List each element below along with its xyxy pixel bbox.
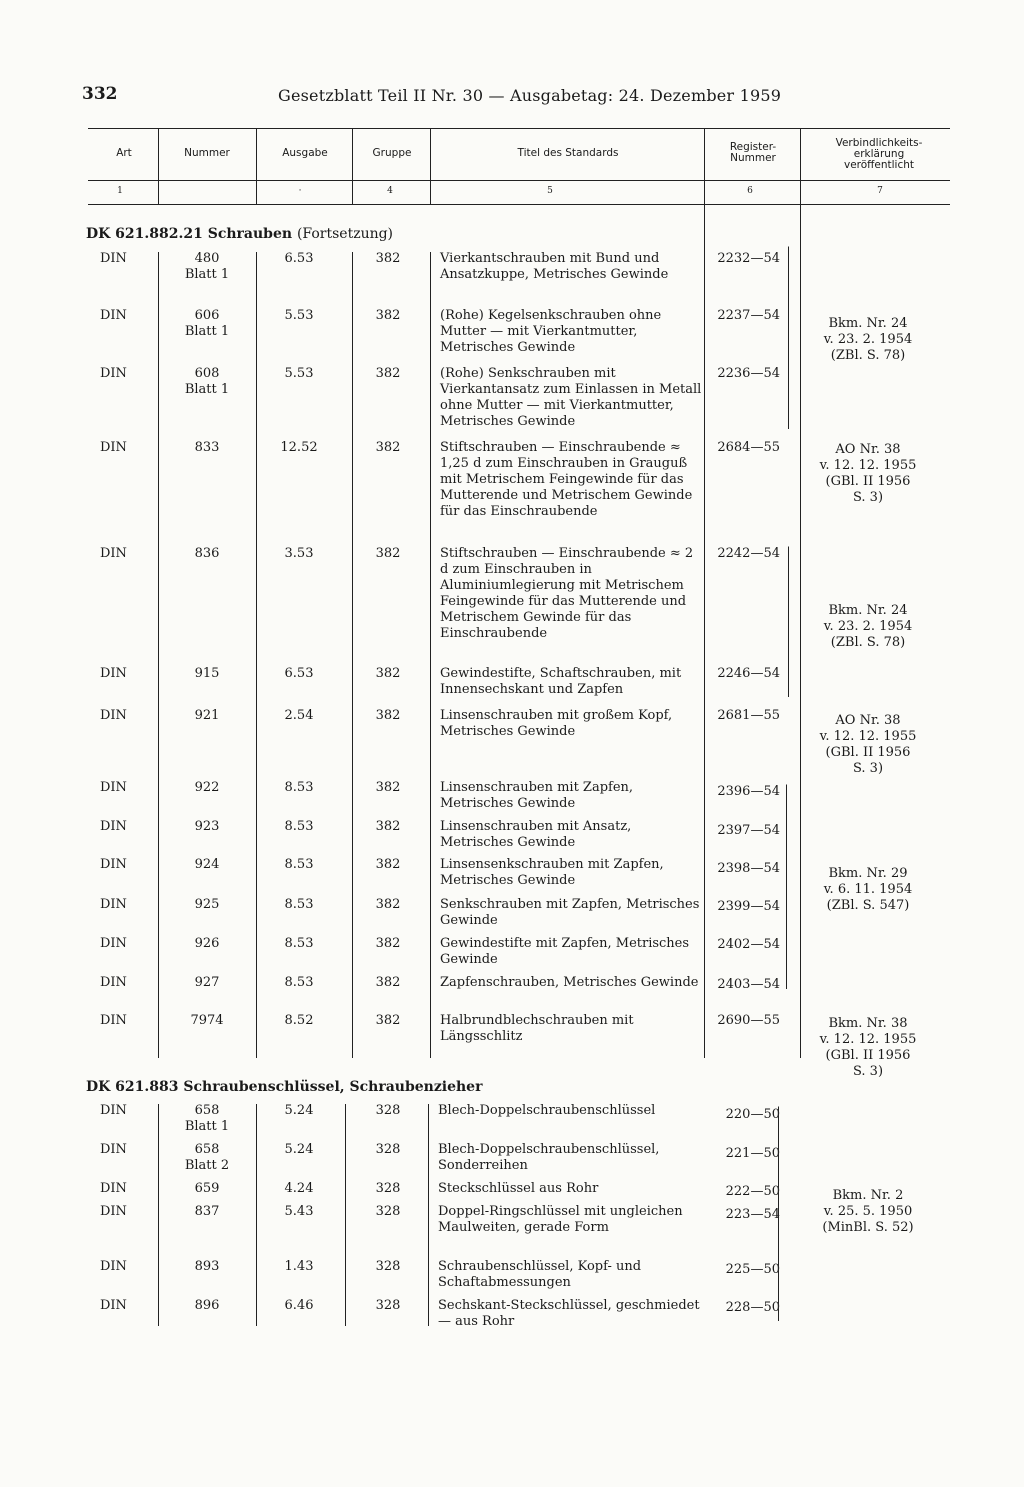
section-label: DK 621.882.21 Schrauben <box>86 226 293 242</box>
cell-gruppe: 382 <box>375 308 401 323</box>
section-suffix: (Fortsetzung) <box>296 226 394 242</box>
cell-titel: Steckschlüssel aus Rohr <box>438 1181 599 1196</box>
reference-note: Bkm. Nr. 24 v. 23. 2. 1954 (ZBl. S. 78) <box>823 603 913 650</box>
column-rule <box>352 252 353 1058</box>
header-divider <box>352 128 353 204</box>
cell-ausgabe: 5.24 <box>284 1103 314 1118</box>
cell-art: DIN <box>100 440 127 455</box>
reference-note: Bkm. Nr. 29 v. 6. 11. 1954 (ZBl. S. 547) <box>823 866 913 913</box>
reference-note: Bkm. Nr. 38 v. 12. 12. 1955 (GBl. II 1956 S. 3) <box>819 1016 917 1079</box>
cell-titel: Vierkantschrauben mit Bund und Ansatzkuppe, Metrisches Gewinde <box>440 251 669 282</box>
section-heading <box>86 226 393 242</box>
col-number: · <box>298 186 302 196</box>
cell-ausgabe: 6.53 <box>284 666 314 681</box>
cell-titel: Gewindestifte, Schaftschrauben, mit Innensechskant und Zapfen <box>440 666 682 697</box>
cell-register: 2237—54 <box>717 308 780 323</box>
cell-gruppe: 382 <box>375 251 401 266</box>
cell-nummer: 924 <box>194 857 220 872</box>
col-number: 6 <box>747 186 753 196</box>
cell-nummer: 893 <box>194 1259 220 1274</box>
cell-art: DIN <box>100 857 127 872</box>
cell-art: DIN <box>100 936 127 951</box>
cell-nummer: 923 <box>194 819 220 834</box>
cell-ausgabe: 8.52 <box>284 1013 314 1028</box>
cell-gruppe: 382 <box>375 936 401 951</box>
header-divider <box>800 128 801 204</box>
cell-titel: (Rohe) Senkschrauben mit Vierkantansatz zum Einlassen in Metall ohne Mutter — mit Vierkantmutter, Metrisches Gewinde <box>440 366 702 429</box>
cell-register: 221—50 <box>725 1146 780 1161</box>
col-number: 5 <box>547 186 553 196</box>
header-divider <box>430 128 431 204</box>
cell-nummer: 480 Blatt 1 <box>184 251 230 282</box>
cell-art: DIN <box>100 1013 127 1028</box>
cell-nummer: 896 <box>194 1298 220 1313</box>
cell-ausgabe: 5.53 <box>284 366 314 381</box>
header-divider <box>256 128 257 204</box>
cell-art: DIN <box>100 1181 127 1196</box>
col-gruppe-heading: Gruppe <box>372 147 412 159</box>
cell-register: 2246—54 <box>717 666 780 681</box>
cell-art: DIN <box>100 251 127 266</box>
cell-titel: Senkschrauben mit Zapfen, Metrisches Gewinde <box>440 897 700 928</box>
cell-art: DIN <box>100 366 127 381</box>
cell-titel: Stiftschrauben — Einschraubende ≈ 2 d zum Einschrauben in Aluminiumlegierung mit Metrischem Feingewinde für das Mutterende und Metrischem Gewinde für das Einschraubende <box>440 546 694 641</box>
cell-ausgabe: 8.53 <box>284 780 314 795</box>
cell-register: 223—54 <box>725 1207 780 1222</box>
cell-nummer: 926 <box>194 936 220 951</box>
column-rule <box>800 204 801 1058</box>
cell-ausgabe: 1.43 <box>284 1259 314 1274</box>
cell-register: 2399—54 <box>717 899 780 914</box>
cell-nummer: 927 <box>194 975 220 990</box>
reference-note: AO Nr. 38 v. 12. 12. 1955 (GBl. II 1956 S. 3) <box>819 442 917 505</box>
column-rule <box>256 252 257 1058</box>
cell-ausgabe: 2.54 <box>284 708 314 723</box>
cell-gruppe: 328 <box>375 1142 401 1157</box>
cell-register: 2396—54 <box>717 784 780 799</box>
cell-gruppe: 328 <box>375 1103 401 1118</box>
col-art-heading: Art <box>116 147 132 159</box>
cell-titel: Linsenschrauben mit Zapfen, Metrisches Gewinde <box>440 780 634 811</box>
reference-note: Bkm. Nr. 2 v. 25. 5. 1950 (MinBl. S. 52) <box>822 1188 914 1235</box>
cell-ausgabe: 6.46 <box>284 1298 314 1313</box>
cell-titel: Stiftschrauben — Einschraubende ≈ 1,25 d zum Einschrauben in Grauguß mit Metrischem Feingewinde für das Mutterende und Metrischem Gewinde für das Einschraubende <box>440 440 693 519</box>
cell-nummer: 837 <box>194 1204 220 1219</box>
cell-art: DIN <box>100 819 127 834</box>
page-number: 332 <box>82 84 118 104</box>
col-number: 1 <box>117 186 123 196</box>
column-rule <box>158 1104 159 1326</box>
cell-register: 220—50 <box>725 1107 780 1122</box>
cell-art: DIN <box>100 780 127 795</box>
cell-titel: (Rohe) Kegelsenkschrauben ohne Mutter — mit Vierkantmutter, Metrisches Gewinde <box>440 308 662 355</box>
cell-register: 2402—54 <box>717 937 780 952</box>
cell-register: 2403—54 <box>717 977 780 992</box>
col-titel-heading: Titel des Standards <box>517 147 619 159</box>
cell-register: 2397—54 <box>717 823 780 838</box>
cell-nummer: 921 <box>194 708 220 723</box>
cell-gruppe: 328 <box>375 1259 401 1274</box>
cell-art: DIN <box>100 1259 127 1274</box>
reference-note: Bkm. Nr. 24 v. 23. 2. 1954 (ZBl. S. 78) <box>823 316 913 363</box>
header-bottom-rule <box>88 204 950 205</box>
col-number: 7 <box>877 186 883 196</box>
cell-nummer: 658 Blatt 2 <box>184 1142 230 1173</box>
cell-art: DIN <box>100 1204 127 1219</box>
cell-art: DIN <box>100 975 127 990</box>
cell-gruppe: 382 <box>375 546 401 561</box>
cell-nummer: 922 <box>194 780 220 795</box>
column-rule <box>256 1104 257 1326</box>
column-rule <box>428 1104 429 1326</box>
cell-titel: Linsenschrauben mit großem Kopf, Metrisches Gewinde <box>440 708 673 739</box>
column-rule <box>158 252 159 1058</box>
cell-register: 2242—54 <box>717 546 780 561</box>
cell-nummer: 7974 <box>190 1013 224 1028</box>
cell-titel: Halbrundblechschrauben mit Längsschlitz <box>440 1013 634 1044</box>
cell-nummer: 915 <box>194 666 220 681</box>
header-divider <box>704 128 705 204</box>
cell-gruppe: 382 <box>375 897 401 912</box>
cell-register: 2681—55 <box>717 708 780 723</box>
cell-register: 2232—54 <box>717 251 780 266</box>
cell-gruppe: 382 <box>375 780 401 795</box>
cell-gruppe: 382 <box>375 666 401 681</box>
column-rule <box>345 1104 346 1326</box>
cell-ausgabe: 5.24 <box>284 1142 314 1157</box>
cell-ausgabe: 4.24 <box>284 1181 314 1196</box>
cell-titel: Blech-Doppelschraubenschlüssel, Sonderreihen <box>438 1142 660 1173</box>
cell-titel: Gewindestifte mit Zapfen, Metrisches Gewinde <box>440 936 690 967</box>
cell-ausgabe: 5.43 <box>284 1204 314 1219</box>
cell-ausgabe: 6.53 <box>284 251 314 266</box>
cell-gruppe: 382 <box>375 857 401 872</box>
cell-gruppe: 328 <box>375 1204 401 1219</box>
col-number: 4 <box>387 186 393 196</box>
cell-register: 2690—55 <box>717 1013 780 1028</box>
cell-ausgabe: 12.52 <box>280 440 318 455</box>
cell-nummer: 658 Blatt 1 <box>184 1103 230 1134</box>
cell-art: DIN <box>100 1142 127 1157</box>
cell-register: 228—50 <box>725 1300 780 1315</box>
cell-art: DIN <box>100 666 127 681</box>
header-mid-rule <box>88 180 950 181</box>
group-brace <box>772 1106 779 1321</box>
cell-art: DIN <box>100 897 127 912</box>
cell-art: DIN <box>100 1103 127 1118</box>
cell-register: 2398—54 <box>717 861 780 876</box>
col-ausgabe-heading: Ausgabe <box>282 147 328 159</box>
cell-gruppe: 382 <box>375 440 401 455</box>
cell-gruppe: 382 <box>375 366 401 381</box>
cell-ausgabe: 8.53 <box>284 975 314 990</box>
cell-art: DIN <box>100 546 127 561</box>
cell-ausgabe: 8.53 <box>284 857 314 872</box>
cell-titel: Sechskant-Steckschlüssel, geschmiedet — aus Rohr <box>438 1298 700 1329</box>
cell-register: 225—50 <box>725 1262 780 1277</box>
cell-gruppe: 328 <box>375 1298 401 1313</box>
column-rule <box>704 204 705 1058</box>
cell-ausgabe: 5.53 <box>284 308 314 323</box>
cell-gruppe: 382 <box>375 1013 401 1028</box>
cell-nummer: 836 <box>194 546 220 561</box>
cell-titel: Zapfenschrauben, Metrisches Gewinde <box>440 975 699 990</box>
section-heading <box>86 1079 482 1095</box>
cell-register: 2684—55 <box>717 440 780 455</box>
cell-art: DIN <box>100 308 127 323</box>
cell-titel: Blech-Doppelschraubenschlüssel <box>438 1103 656 1118</box>
cell-ausgabe: 8.53 <box>284 897 314 912</box>
cell-art: DIN <box>100 1298 127 1313</box>
column-rule <box>430 252 431 1058</box>
cell-gruppe: 382 <box>375 819 401 834</box>
cell-ausgabe: 3.53 <box>284 546 314 561</box>
cell-gruppe: 382 <box>375 708 401 723</box>
header-divider <box>158 128 159 204</box>
cell-titel: Doppel-Ringschlüssel mit ungleichen Maulweiten, gerade Form <box>438 1204 683 1235</box>
cell-art: DIN <box>100 708 127 723</box>
cell-nummer: 833 <box>194 440 220 455</box>
cell-ausgabe: 8.53 <box>284 936 314 951</box>
cell-titel: Linsenschrauben mit Ansatz, Metrisches Gewinde <box>440 819 632 850</box>
cell-register: 222—50 <box>725 1184 780 1199</box>
col-verbindlich-heading: Verbindlichkeits- erklärung veröffentlicht <box>835 137 923 171</box>
cell-nummer: 925 <box>194 897 220 912</box>
cell-ausgabe: 8.53 <box>284 819 314 834</box>
group-brace <box>782 246 789 429</box>
page-title: Gesetzblatt Teil II Nr. 30 — Ausgabetag: 24. Dezember 1959 <box>278 86 782 105</box>
group-brace <box>782 546 789 697</box>
reference-note: AO Nr. 38 v. 12. 12. 1955 (GBl. II 1956 S. 3) <box>819 713 917 776</box>
cell-gruppe: 382 <box>375 975 401 990</box>
cell-nummer: 608 Blatt 1 <box>184 366 230 397</box>
table-top-rule <box>88 128 950 129</box>
cell-register: 2236—54 <box>717 366 780 381</box>
col-register-heading: Register- Nummer <box>729 141 777 164</box>
cell-nummer: 659 <box>194 1181 220 1196</box>
cell-titel: Linsensenkschrauben mit Zapfen, Metrisches Gewinde <box>440 857 664 888</box>
cell-nummer: 606 Blatt 1 <box>184 308 230 339</box>
section-label: DK 621.883 Schraubenschlüssel, Schraubenzieher <box>86 1079 483 1095</box>
cell-gruppe: 328 <box>375 1181 401 1196</box>
cell-titel: Schraubenschlüssel, Kopf- und Schaftabmessungen <box>438 1259 642 1290</box>
group-brace <box>780 784 787 989</box>
col-nummer-heading: Nummer <box>184 147 230 159</box>
